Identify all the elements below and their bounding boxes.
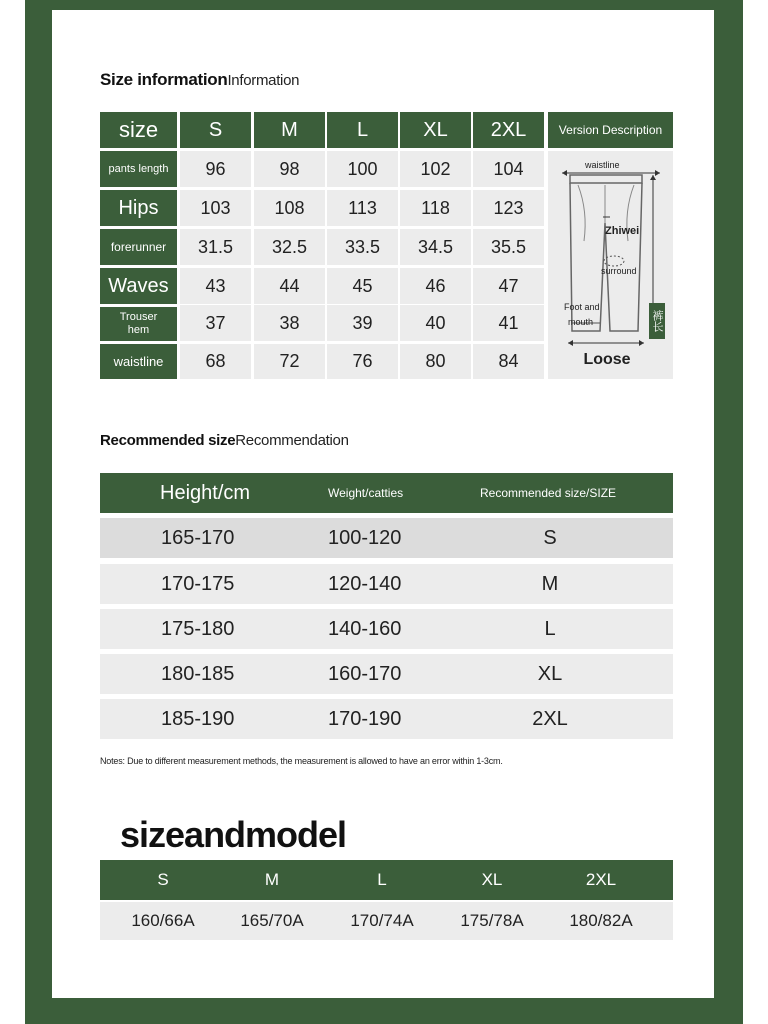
table-row	[100, 609, 673, 649]
recommendation-title	[100, 432, 349, 449]
cell-height: 170-175	[161, 572, 235, 595]
table-cell: 104	[473, 151, 544, 187]
diagram-label-length-cn: 裤长	[649, 303, 665, 339]
diagram-label-foot-and: Foot and	[564, 302, 600, 312]
size-header-2xl: 2XL	[473, 112, 544, 148]
table-cell: 38	[254, 305, 325, 341]
header-height: Height/cm	[160, 481, 251, 504]
table-cell: 108	[254, 190, 325, 226]
pants-outline-icon	[548, 151, 673, 379]
recommendation-subtitle: Recommendation	[235, 432, 349, 449]
model-size-s: S	[157, 870, 169, 889]
table-cell: 96	[180, 151, 251, 187]
cell-size: XL	[537, 662, 563, 685]
table-cell: 43	[180, 268, 251, 304]
table-cell: 33.5	[327, 229, 398, 265]
cell-weight: 100-120	[328, 526, 402, 549]
table-cell: 68	[180, 344, 251, 379]
table-cell: 35.5	[473, 229, 544, 265]
table-cell: 45	[327, 268, 398, 304]
pants-diagram	[548, 151, 673, 379]
table-row	[100, 699, 673, 739]
cell-weight: 170-190	[328, 707, 402, 730]
size-info-title	[100, 70, 299, 90]
model-size-2xl: 2XL	[585, 870, 617, 889]
size-header-xl: XL	[400, 112, 471, 148]
row-label-waistline: waistline	[100, 344, 177, 379]
table-cell: 72	[254, 344, 325, 379]
model-value: 170/74A	[350, 911, 414, 930]
table-cell: 46	[400, 268, 471, 304]
size-model-header	[100, 860, 673, 900]
size-corner-header: size	[100, 112, 177, 148]
row-label-waves: Waves	[100, 268, 177, 304]
measurement-notes: Notes: Due to different measurement methods, the measurement is allowed to have an error within 1-3cm.	[100, 756, 503, 766]
cell-size: L	[544, 617, 556, 640]
cell-size: S	[543, 526, 557, 549]
table-cell: 80	[400, 344, 471, 379]
cell-height: 175-180	[161, 617, 235, 640]
size-header-l: L	[327, 112, 398, 148]
cell-height: 165-170	[161, 526, 235, 549]
cell-weight: 120-140	[328, 572, 402, 595]
model-size-l: L	[377, 870, 387, 889]
table-row	[100, 564, 673, 604]
table-cell: 113	[327, 190, 398, 226]
row-label-forerunner: forerunner	[100, 229, 177, 265]
table-cell: 118	[400, 190, 471, 226]
header-recommended-size: Recommended size/SIZE	[480, 486, 617, 500]
model-value: 160/66A	[131, 911, 195, 930]
size-info-title-text: Size information	[100, 70, 228, 89]
table-row	[100, 654, 673, 694]
size-header-m: M	[254, 112, 325, 148]
recommendation-header	[100, 473, 673, 513]
diagram-label-mouth: mouth	[568, 317, 594, 327]
table-cell: 76	[327, 344, 398, 379]
table-cell: 100	[327, 151, 398, 187]
model-value: 165/70A	[240, 911, 304, 930]
diagram-label-surround: surround	[601, 266, 637, 276]
model-size-m: M	[264, 870, 280, 889]
size-info-subtitle: Information	[227, 72, 300, 89]
cell-size: M	[541, 572, 559, 595]
size-header-s: S	[180, 112, 251, 148]
table-cell: 84	[473, 344, 544, 379]
table-cell: 39	[327, 305, 398, 341]
version-description-header: Version Description	[548, 112, 673, 148]
table-cell: 37	[180, 305, 251, 341]
table-cell: 44	[254, 268, 325, 304]
table-cell: 31.5	[180, 229, 251, 265]
table-cell: 103	[180, 190, 251, 226]
table-cell: 123	[473, 190, 544, 226]
cell-weight: 160-170	[328, 662, 402, 685]
row-label-trouser-hem: Trouser hem	[100, 307, 177, 341]
diagram-label-waistline: waistline	[585, 160, 620, 170]
cell-size: 2XL	[532, 707, 568, 730]
table-cell: 41	[473, 305, 544, 341]
table-cell: 102	[400, 151, 471, 187]
table-row	[100, 518, 673, 558]
model-value: 180/82A	[569, 911, 633, 930]
recommendation-title-text: Recommended size	[100, 432, 236, 449]
row-label-pants-length: pants length	[100, 151, 177, 187]
size-model-title: sizeandmodel	[120, 814, 347, 855]
table-cell: 47	[473, 268, 544, 304]
table-cell: 40	[400, 305, 471, 341]
diagram-fit-label: Loose	[583, 351, 631, 368]
cell-height: 180-185	[161, 662, 235, 685]
diagram-label-zhiwei: Zhiwei	[605, 225, 640, 237]
cell-weight: 140-160	[328, 617, 402, 640]
model-value: 175/78A	[460, 911, 524, 930]
table-cell: 34.5	[400, 229, 471, 265]
size-model-values	[100, 902, 673, 940]
row-label-hips: Hips	[100, 190, 177, 226]
table-cell: 32.5	[254, 229, 325, 265]
header-weight: Weight/catties	[328, 486, 404, 500]
table-cell: 98	[254, 151, 325, 187]
cell-height: 185-190	[161, 707, 235, 730]
model-size-xl: XL	[481, 870, 503, 889]
